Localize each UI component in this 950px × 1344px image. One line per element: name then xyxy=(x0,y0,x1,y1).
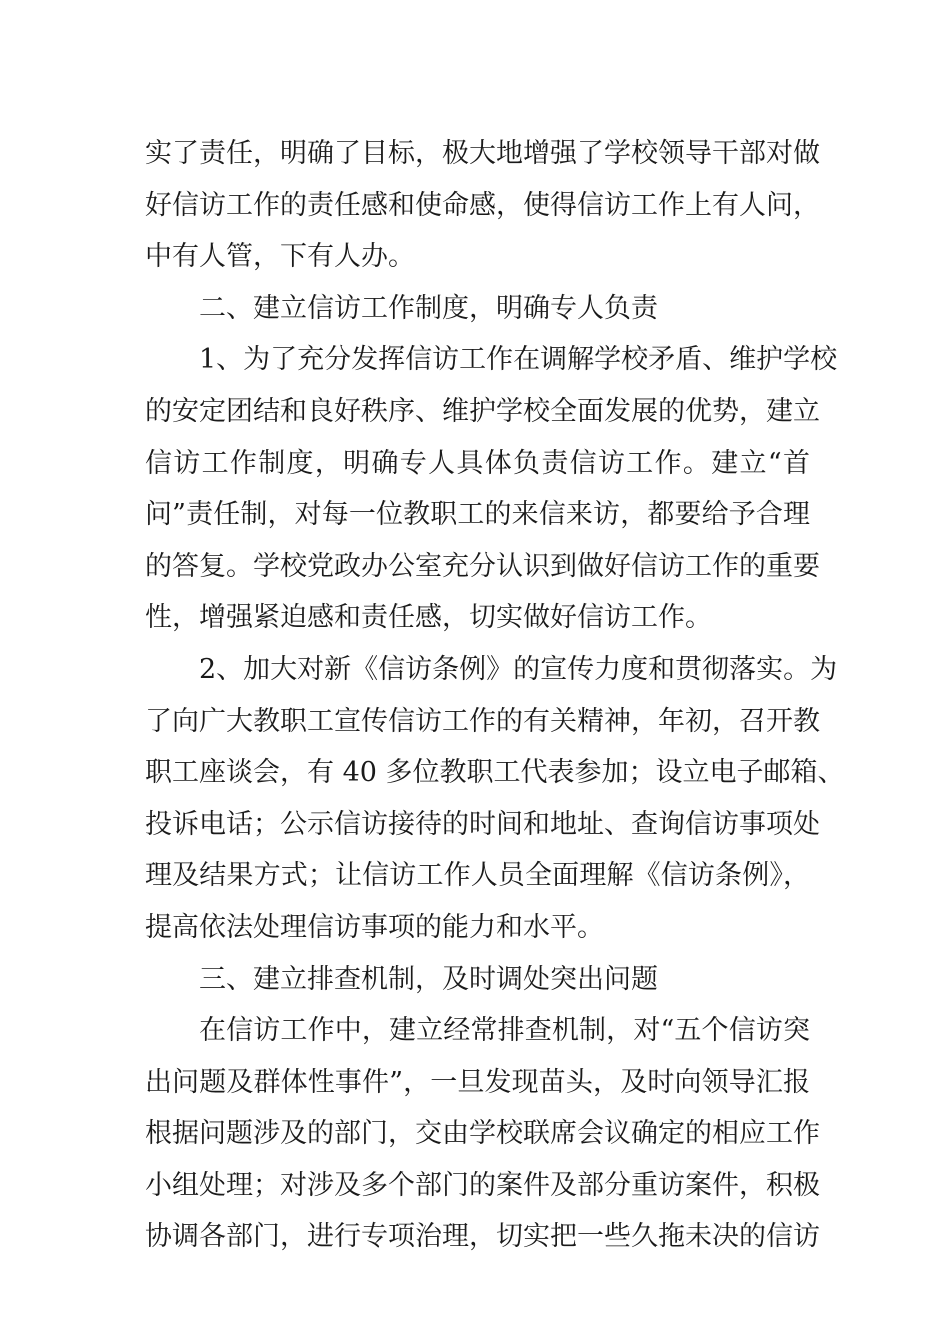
text-line: 实了责任，明确了目标，极大地增强了学校领导干部对做 xyxy=(145,138,820,169)
text-line: 的答复。学校党政办公室充分认识到做好信访工作的重要 xyxy=(145,550,820,582)
text-line: 的安定团结和良好秩序、维护学校全面发展的优势，建立 xyxy=(145,395,820,427)
text-line: 在信访工作中，建立经常排查机制，对“五个信访突 xyxy=(199,1015,810,1047)
section-heading: 三、建立排查机制，及时调处突出问题 xyxy=(199,963,658,995)
text-line: 好信访工作的责任感和使命感，使得信访工作上有人问， xyxy=(145,189,820,221)
section-heading: 二、建立信访工作制度，明确专人负责 xyxy=(199,292,658,324)
text-line: 提高依法处理信访事项的能力和水平。 xyxy=(145,911,604,943)
text-line: 2、加大对新《信访条例》的宣传力度和贯彻落实。为 xyxy=(199,653,838,685)
text-line: 职工座谈会，有 40 多位教职工代表参加；设立电子邮箱、 xyxy=(145,757,845,789)
text-line: 理及结果方式；让信访工作人员全面理解《信访条例》， xyxy=(145,860,810,892)
document-body xyxy=(145,128,845,1263)
text-line: 1、为了充分发挥信访工作在调解学校矛盾、维护学校 xyxy=(199,344,838,376)
text-line: 性，增强紧迫感和责任感，切实做好信访工作。 xyxy=(145,602,712,634)
text-line: 出问题及群体性事件”，一旦发现苗头，及时向领导汇报 xyxy=(145,1066,810,1098)
text-line: 信访工作制度，明确专人具体负责信访工作。建立“首 xyxy=(145,447,810,479)
text-line: 问”责任制，对每一位教职工的来信来访，都要给予合理 xyxy=(145,499,810,531)
text-line: 协调各部门，进行专项治理，切实把一些久拖未决的信访 xyxy=(145,1221,820,1253)
text-line: 了向广大教职工宣传信访工作的有关精神，年初，召开教 xyxy=(145,705,820,737)
text-line: 小组处理；对涉及多个部门的案件及部分重访案件，积极 xyxy=(145,1169,820,1201)
text-line: 投诉电话；公示信访接待的时间和地址、查询信访事项处 xyxy=(145,808,820,840)
text-line: 中有人管，下有人办。 xyxy=(145,241,415,273)
text-line: 根据问题涉及的部门，交由学校联席会议确定的相应工作 xyxy=(145,1118,820,1150)
